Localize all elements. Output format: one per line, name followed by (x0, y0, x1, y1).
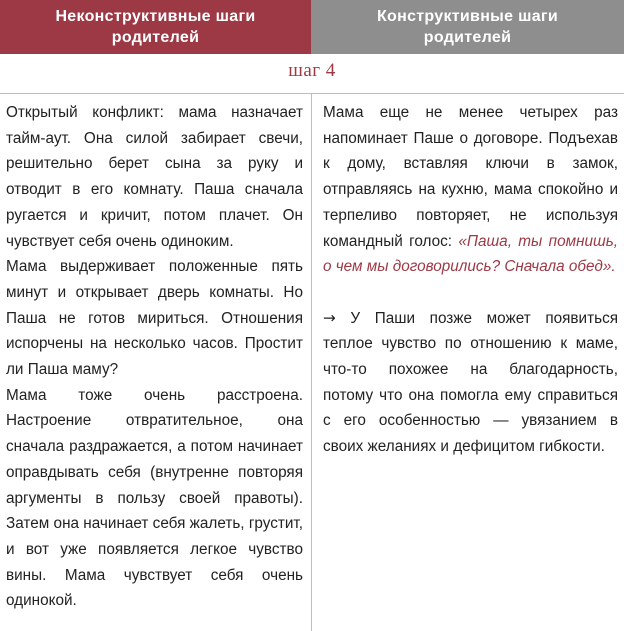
header-constructive-title: Конструктивные шаги родителей (376, 8, 559, 46)
paragraph-gap (323, 280, 618, 306)
header-unconstructive (0, 0, 311, 54)
mother-quote: «Паша, ты помнишь, о чем мы договорились? Сначала обед». (323, 232, 618, 276)
comparison-table-body (0, 93, 624, 631)
right-paragraph-1-text: Мама еще не менее четырех раз напоминает Паше о договоре. Подъехав к дому, вставляя ключи в замок, отправляясь на кухню, мама спокойно и терпеливо повторяет, не используя командный голос: (323, 104, 618, 250)
table-header (0, 0, 624, 54)
right-paragraph-2 (323, 306, 618, 460)
left-paragraph-3: Мама тоже очень расстроена. Настроение отвратительное, она сначала раздражается, а потом начинает оправдывать себя (внутренне повторяя аргументы в пользу своей правоты). Затем она начинает себя жалеть, грустит, и вот уже появляется легкое чувство вины. Мама чувствует себя очень одинокой. (6, 386, 303, 610)
right-paragraph-1 (323, 100, 618, 280)
left-paragraph-1: Открытый конфликт: мама назначает тайм-аут. Она силой забирает свечи, решительно берет сына за руку и отводит в его комнату. Паша сначала ругается и кричит, потом плачет. Он чувствует себя очень одиноким. (6, 104, 303, 250)
step-label: шаг 4 (288, 60, 336, 81)
header-constructive (311, 0, 624, 54)
unconstructive-column (0, 94, 312, 631)
arrow-right-icon: → (323, 308, 336, 327)
right-paragraph-2-text: У Паши позже может появиться теплое чувство по отношению к маме, что-то похожее на благодарность, потому что она помогла ему справиться с его особенностью — увязанием в своих желаниях и дефицитом гибкости. (323, 309, 618, 456)
header-unconstructive-title: Неконструктивные шаги родителей (55, 8, 256, 46)
left-paragraph-2: Мама выдерживает положенные пять минут и открывает дверь комнаты. Но Паша не готов мириться. Отношения испорчены на несколько часов. Простит ли Паша маму? (6, 258, 303, 379)
constructive-column (312, 94, 624, 631)
